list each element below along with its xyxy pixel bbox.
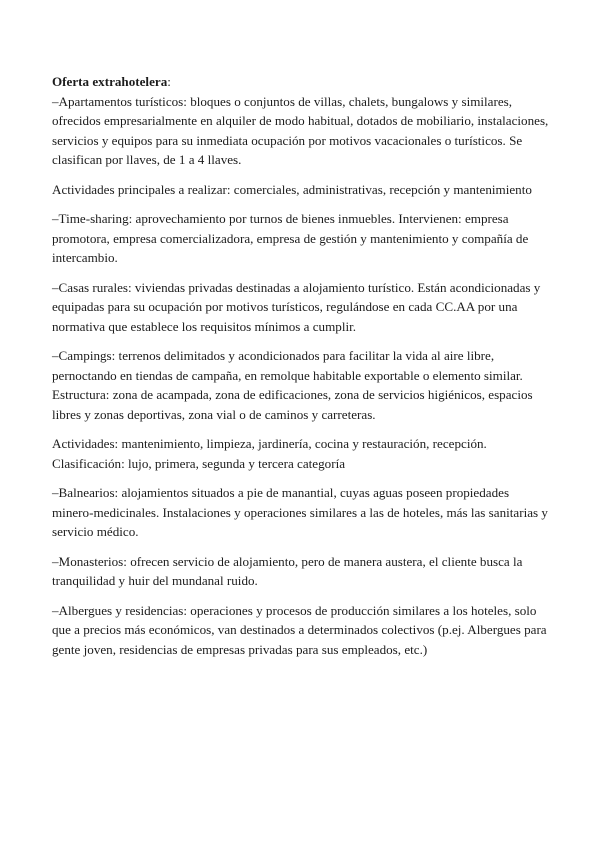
paragraph-actividades-clasificacion: Actividades: mantenimiento, limpieza, jardinería, cocina y restauración, recepción. Clasificación: lujo, primera, segunda y tercera categoría [52,436,487,471]
document-page [52,72,552,669]
paragraph-balnearios: –Balnearios: alojamientos situados a pie de manantial, cuyas aguas poseen propiedades minero-medicinales. Instalaciones y operaciones similares a las de hoteles, más las sanitarias y servicio médico. [52,485,548,539]
paragraph-casas-rurales: –Casas rurales: viviendas privadas destinadas a alojamiento turístico. Están acondicionadas y equipadas para su ocupación por motivos turísticos, regulándose en cada CC.AA por una normativa que establece los requisitos mínimos a cumplir. [52,279,541,334]
paragraph-monasterios: –Monasterios: ofrecen servicio de alojamiento, pero de manera austera, el cliente busca la tranquilidad y huir del mundanal ruido. [52,553,523,588]
paragraph-actividades-principales: Actividades principales a realizar: comerciales, administrativas, recepción y mantenimiento [52,181,532,197]
section-apartamentos [52,72,552,170]
section-heading [52,72,552,92]
paragraph-campings: –Campings: terrenos delimitados y acondicionados para facilitar la vida al aire libre, pernoctando en tiendas de campaña, en remolque habitable exportable o elemento similar. Estructura: zona de acampada, zona de edificaciones, zona de servicios higiénicos, espacios libres y zonas deportivas, zona vial o de caminos y carreteras. [52,348,533,422]
paragraph-time-sharing: –Time-sharing: aprovechamiento por turnos de bienes inmuebles. Intervienen: empresa promotora, empresa comercializadora, empresa de gestión y mantenimiento y compañía de intercambio. [52,211,529,265]
paragraph-apartamentos: –Apartamentos turísticos: bloques o conjuntos de villas, chalets, bungalows y similares, ofrecidos empresarialmente en alquiler de modo habitual, dotados de mobiliario, instalaciones, servicios y equipos para su inmediata ocupación por motivos vacacionales o turísticos. Se clasifican por llaves, de 1 a 4 llaves. [52,93,549,167]
heading-title: Oferta extrahotelera [52,74,168,89]
paragraph-albergues: –Albergues y residencias: operaciones y procesos de producción similares a los hoteles, solo que a precios más económicos, van destinados a determinados colectivos (p.ej. Albergues para gente joven, residencias de empresas privadas para sus empleados, etc.) [52,602,547,657]
heading-colon: : [167,74,171,89]
